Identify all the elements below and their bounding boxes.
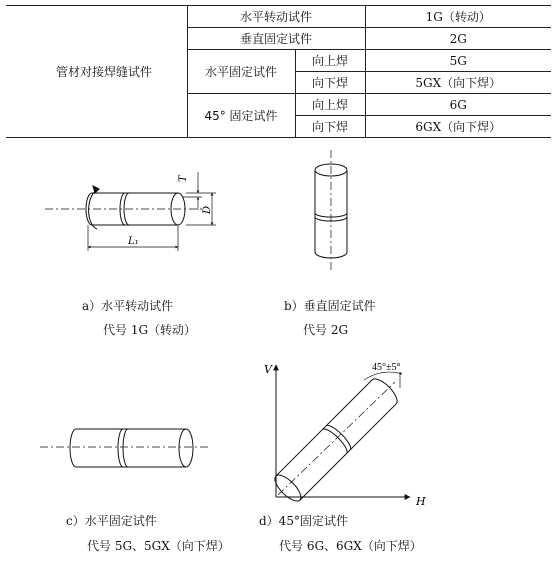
caption-c: c）水平固定试件 (66, 514, 157, 528)
figure-c-pipe (40, 429, 210, 467)
code-5g: 5G (365, 50, 551, 72)
code-5gx: 5GX（向下焊） (365, 72, 551, 94)
figure-d-pipe (271, 375, 401, 505)
row-type-45-fixed: 45° 固定试件 (187, 94, 295, 138)
code-line-c: 代号 5G、5GX（向下焊） (87, 539, 230, 553)
caption-d: d）45°固定试件 (259, 514, 348, 528)
code-line-d: 代号 6G、6GX（向下焊） (279, 539, 422, 553)
code-6g: 6G (365, 94, 551, 116)
caption-a: a）水平转动试件 (82, 299, 174, 313)
figure-b-pipe (315, 150, 347, 272)
angle-label: 45°±5° (372, 362, 401, 373)
dim-l1-label: L₁ (128, 236, 139, 247)
sub-weld-down-5gx: 向下焊 (295, 72, 365, 94)
code-6gx: 6GX（向下焊） (365, 116, 551, 138)
sub-weld-up-5g: 向上焊 (295, 50, 365, 72)
row-type-vertical-fixed: 垂直固定试件 (187, 28, 365, 50)
row-type-horizontal-fixed: 水平固定试件 (187, 50, 295, 94)
sub-weld-down-6gx: 向下焊 (295, 116, 365, 138)
dim-d-label: D (202, 205, 213, 214)
code-line-a: 代号 1G（转动） (103, 323, 197, 337)
code-line-b: 代号 2G (303, 323, 349, 337)
code-2g: 2G (365, 28, 551, 50)
axis-v-label: V (264, 363, 272, 376)
code-1g: 1G（转动） (365, 6, 551, 28)
pipe-butt-weld-label: 管材对接焊缝试件 (6, 6, 187, 138)
figure-d-axes (276, 365, 410, 497)
row-type-horizontal-rotated: 水平转动试件 (187, 6, 365, 28)
dim-t-label: T (178, 175, 189, 182)
caption-b: b）垂直固定试件 (284, 299, 376, 313)
sub-weld-up-6g: 向上焊 (295, 94, 365, 116)
axis-h-label: H (416, 495, 426, 508)
